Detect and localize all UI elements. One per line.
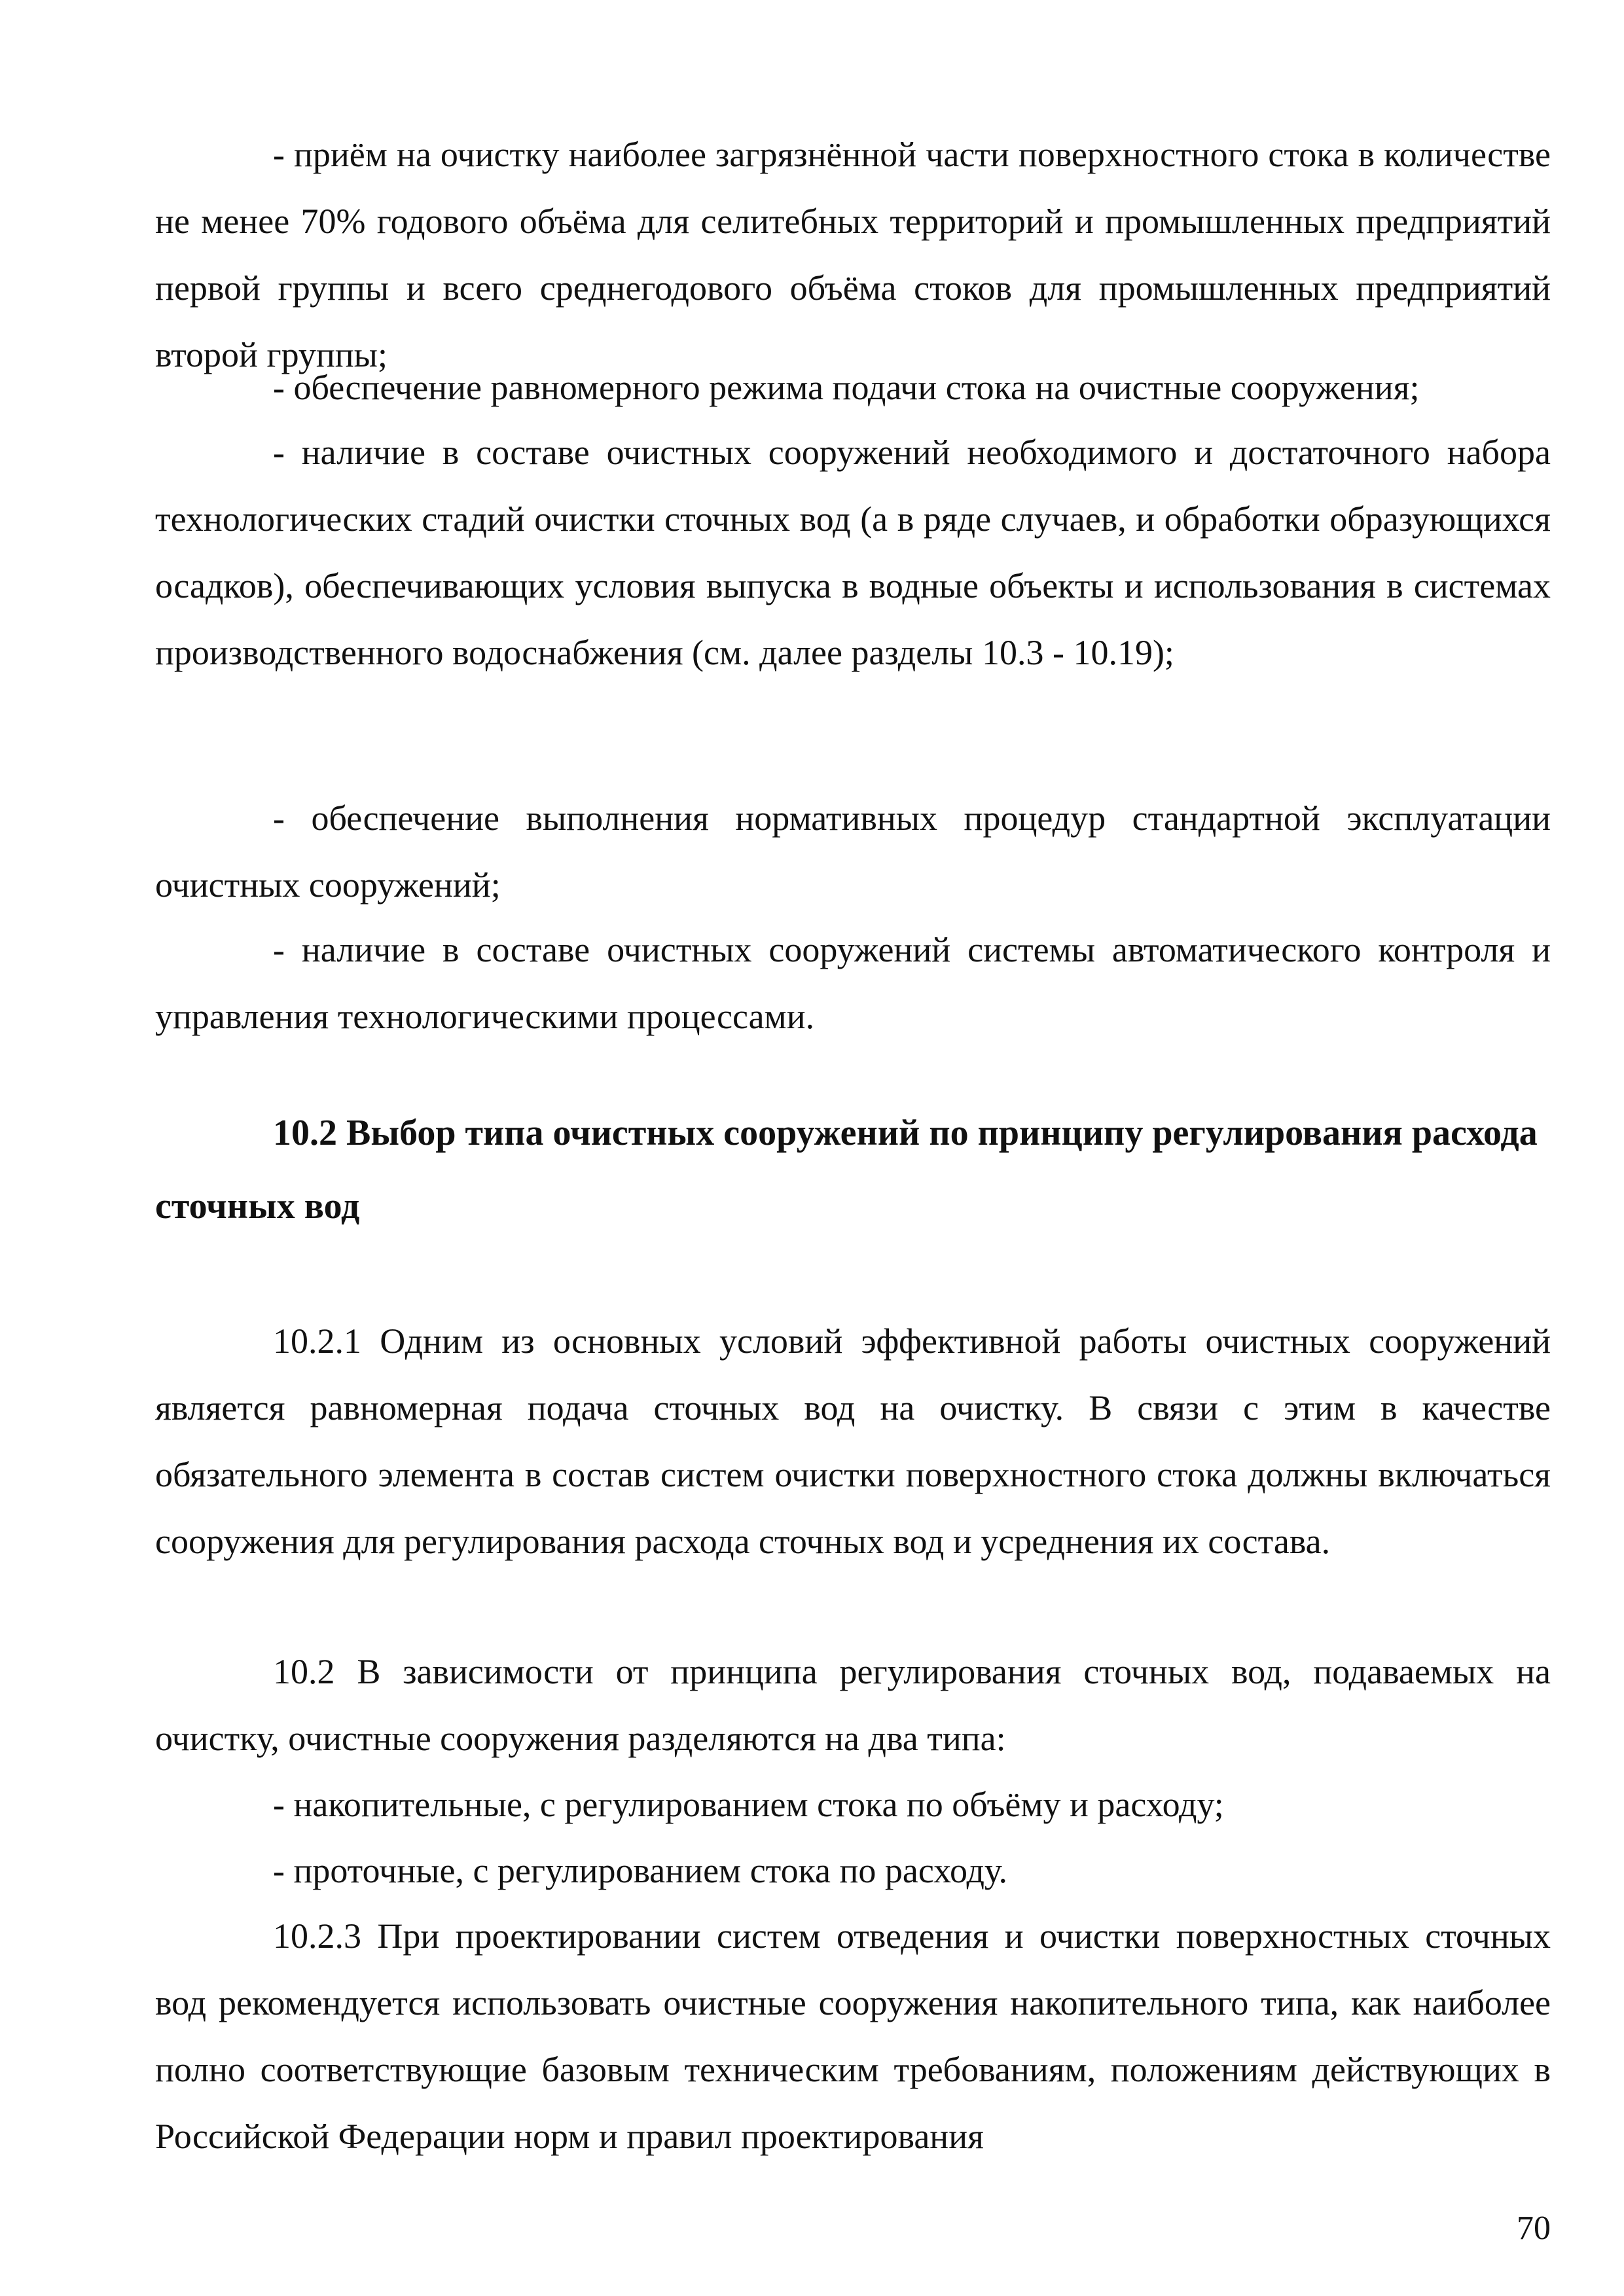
list-item-standard-operation: - обеспечение выполнения нормативных процедур стандартной эксплуатации очистных сооружений; (155, 798, 1551, 905)
page-number: 70 (1517, 2210, 1551, 2247)
list-item-accumulating-type: - накопительные, с регулированием стока по объёму и расходу; (273, 1785, 1224, 1824)
section-heading: 10.2 Выбор типа очистных сооружений по принципу регулирования расхода сточных вод (155, 1113, 1538, 1227)
list-item-treatment-stages: - наличие в составе очистных сооружений необходимого и достаточного набора технологических стадий очистки сточных вод (а в ряде случаев, и обработки образующихся осадков), обеспечивающих условия выпуска в водные объекты и использования в системах производственного водоснабжения (см. далее разделы 10.3 - 10.19); (155, 433, 1551, 672)
paragraph-10-2-1: 10.2.1 Одним из основных условий эффективной работы очистных сооружений является равномерная подача сточных вод на очистку. В связи с этим в качестве обязательного элемента в состав систем очистки поверхностного стока должны включаться сооружения для регулирования расхода сточных вод и усреднения их состава. (155, 1321, 1551, 1561)
list-item-automatic-control: - наличие в составе очистных сооружений системы автоматического контроля и управления технологическими процессами. (155, 930, 1551, 1036)
list-item-uniform-flow: - обеспечение равномерного режима подачи стока на очистные сооружения; (273, 368, 1420, 407)
paragraph-10-2-3: 10.2.3 При проектировании систем отведения и очистки поверхностных сточных вод рекомендуется использовать очистные сооружения накопительного типа, как наиболее полно соответствующие базовым техническим требованиям, положениям действующих в Российской Федерации норм и правил проектирования (155, 1916, 1551, 2156)
document-page (155, 0, 1551, 2296)
list-item-surface-runoff-intake: - приём на очистку наиболее загрязнённой части поверхностного стока в количестве не менее 70% годового объёма для селитебных территорий и промышленных предприятий первой группы и всего среднегодового объёма стоков для промышленных предприятий второй группы; (155, 135, 1551, 374)
list-item-flow-through-type: - проточные, с регулированием стока по расходу. (273, 1851, 1008, 1890)
paragraph-10-2: 10.2 В зависимости от принципа регулирования сточных вод, подаваемых на очистку, очистные сооружения разделяются на два типа: (155, 1652, 1551, 1758)
